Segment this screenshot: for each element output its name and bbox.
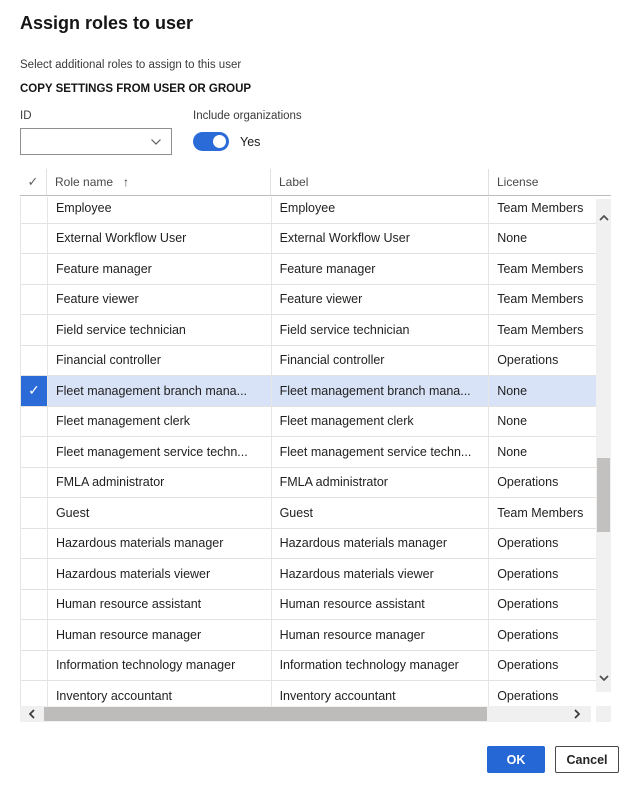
row-label-cell[interactable]: Hazardous materials manager bbox=[272, 529, 490, 559]
toggle-knob-icon bbox=[213, 135, 226, 148]
row-license-cell[interactable]: Operations bbox=[497, 597, 559, 612]
row-role-name-cell[interactable]: Hazardous materials manager bbox=[48, 529, 272, 559]
table-row[interactable] bbox=[21, 254, 611, 285]
horizontal-scrollbar-thumb[interactable] bbox=[44, 707, 487, 721]
checkmark-icon: ✓ bbox=[27, 174, 39, 189]
table-row[interactable] bbox=[21, 651, 611, 682]
chevron-up-icon bbox=[599, 215, 609, 221]
horizontal-scrollbar[interactable] bbox=[20, 706, 591, 722]
row-license-cell[interactable]: None bbox=[497, 383, 528, 398]
column-header-license[interactable] bbox=[489, 169, 611, 195]
table-row[interactable] bbox=[21, 224, 611, 255]
row-label-cell[interactable]: Hazardous materials viewer bbox=[272, 559, 490, 589]
row-role-name-cell[interactable]: External Workflow User bbox=[48, 224, 272, 254]
row-label-cell[interactable]: Employee bbox=[272, 197, 490, 223]
chevron-left-icon bbox=[29, 709, 35, 719]
row-role-name-cell[interactable]: Feature manager bbox=[48, 254, 272, 284]
row-role-name-cell[interactable]: Fleet management clerk bbox=[48, 407, 272, 437]
row-license-cell[interactable]: None bbox=[497, 414, 528, 429]
dialog-subtitle: Select additional roles to assign to this user bbox=[20, 59, 242, 71]
row-role-name-cell[interactable]: Human resource assistant bbox=[48, 590, 272, 620]
row-license-cell[interactable]: None bbox=[497, 444, 528, 459]
row-label-cell[interactable]: Feature viewer bbox=[272, 285, 490, 315]
id-combobox[interactable] bbox=[20, 128, 172, 155]
sort-ascending-icon: ↑ bbox=[123, 175, 130, 189]
table-row[interactable] bbox=[21, 437, 611, 468]
scroll-left-button[interactable] bbox=[24, 706, 40, 722]
row-label-cell[interactable]: Feature manager bbox=[272, 254, 490, 284]
ok-button[interactable]: OK bbox=[487, 746, 545, 773]
row-license-cell[interactable]: Team Members bbox=[497, 261, 584, 276]
row-checkbox[interactable] bbox=[21, 254, 48, 284]
row-role-name-cell[interactable]: Guest bbox=[48, 498, 272, 528]
table-row[interactable] bbox=[21, 559, 611, 590]
row-label-cell[interactable]: FMLA administrator bbox=[272, 468, 490, 498]
row-role-name-cell[interactable]: Inventory accountant bbox=[48, 681, 272, 706]
roles-grid bbox=[20, 197, 611, 706]
row-label-cell[interactable]: Information technology manager bbox=[272, 651, 490, 681]
row-checkbox[interactable] bbox=[21, 529, 48, 559]
include-organizations-label: Include organizations bbox=[193, 110, 302, 122]
vertical-scrollbar[interactable] bbox=[596, 199, 611, 692]
cancel-button[interactable]: Cancel bbox=[555, 746, 619, 773]
row-checkbox[interactable] bbox=[21, 376, 48, 406]
column-header-role-name[interactable] bbox=[47, 169, 271, 195]
scrollbar-corner bbox=[596, 706, 611, 722]
row-role-name-cell[interactable]: Financial controller bbox=[48, 346, 272, 376]
row-checkbox[interactable] bbox=[21, 224, 48, 254]
table-row[interactable] bbox=[21, 197, 611, 224]
row-role-name-cell[interactable]: Information technology manager bbox=[48, 651, 272, 681]
row-role-name-cell[interactable]: Fleet management branch mana... bbox=[48, 376, 272, 406]
select-all-column-header[interactable] bbox=[20, 169, 47, 195]
dialog-title: Assign roles to user bbox=[20, 13, 194, 33]
table-row[interactable] bbox=[21, 285, 611, 316]
row-check-glyph: ✓ bbox=[28, 382, 40, 399]
section-header-copy-settings: COPY SETTINGS FROM USER OR GROUP bbox=[20, 83, 252, 95]
row-label-cell[interactable]: External Workflow User bbox=[272, 224, 490, 254]
row-label-cell[interactable]: Fleet management clerk bbox=[272, 407, 490, 437]
row-label-cell[interactable]: Fleet management branch mana... bbox=[272, 376, 490, 406]
row-role-name-cell[interactable]: Feature viewer bbox=[48, 285, 272, 315]
row-license-cell[interactable]: Operations bbox=[497, 658, 559, 673]
row-role-name-cell[interactable]: FMLA administrator bbox=[48, 468, 272, 498]
table-row[interactable] bbox=[21, 346, 611, 377]
column-header-label[interactable] bbox=[271, 169, 489, 195]
row-role-name-cell[interactable]: Field service technician bbox=[48, 315, 272, 345]
row-checkbox[interactable] bbox=[21, 407, 48, 437]
row-license-cell[interactable]: Operations bbox=[497, 566, 559, 581]
row-role-name-cell[interactable]: Hazardous materials viewer bbox=[48, 559, 272, 589]
column-header-role-name-label: Role name bbox=[55, 175, 114, 189]
grid-header-row bbox=[20, 169, 611, 196]
row-license-cell[interactable]: Operations bbox=[497, 536, 559, 551]
scroll-down-button[interactable] bbox=[596, 671, 611, 685]
row-checkbox[interactable] bbox=[21, 620, 48, 650]
table-row[interactable] bbox=[21, 529, 611, 560]
row-checkbox[interactable] bbox=[21, 651, 48, 681]
row-checkbox[interactable] bbox=[21, 346, 48, 376]
row-role-name-cell[interactable]: Human resource manager bbox=[48, 620, 272, 650]
scroll-right-button[interactable] bbox=[569, 706, 585, 722]
row-label-cell[interactable]: Human resource manager bbox=[272, 620, 490, 650]
table-row[interactable] bbox=[21, 498, 611, 529]
row-checkbox[interactable] bbox=[21, 285, 48, 315]
row-label-cell[interactable]: Fleet management service techn... bbox=[272, 437, 490, 467]
row-role-name-cell[interactable]: Employee bbox=[48, 197, 272, 223]
row-checkbox[interactable] bbox=[21, 437, 48, 467]
column-header-label-text: Label bbox=[279, 175, 309, 189]
row-license-cell[interactable]: Team Members bbox=[497, 322, 584, 337]
table-row[interactable] bbox=[21, 468, 611, 499]
row-label-cell[interactable]: Guest bbox=[272, 498, 490, 528]
table-row[interactable] bbox=[21, 407, 611, 438]
row-label-cell[interactable]: Human resource assistant bbox=[272, 590, 490, 620]
table-row[interactable] bbox=[21, 376, 611, 407]
row-label-cell[interactable]: Inventory accountant bbox=[272, 681, 490, 706]
table-row[interactable] bbox=[21, 620, 611, 651]
scroll-up-button[interactable] bbox=[596, 211, 611, 225]
row-checkbox[interactable] bbox=[21, 197, 48, 223]
chevron-right-icon bbox=[574, 709, 580, 719]
row-checkbox[interactable] bbox=[21, 498, 48, 528]
vertical-scrollbar-thumb[interactable] bbox=[597, 458, 610, 532]
grid-body bbox=[20, 197, 611, 706]
row-license-cell[interactable]: Operations bbox=[497, 475, 559, 490]
row-license-cell[interactable]: Operations bbox=[497, 627, 559, 642]
row-checkbox[interactable] bbox=[21, 681, 48, 706]
row-label-cell[interactable]: Field service technician bbox=[272, 315, 490, 345]
row-license-cell[interactable]: Team Members bbox=[497, 200, 584, 215]
row-license-cell[interactable]: Team Members bbox=[497, 505, 584, 520]
table-row[interactable] bbox=[21, 681, 611, 706]
row-role-name-cell[interactable]: Fleet management service techn... bbox=[48, 437, 272, 467]
row-checkbox[interactable] bbox=[21, 590, 48, 620]
table-row[interactable] bbox=[21, 590, 611, 621]
row-checkbox[interactable] bbox=[21, 559, 48, 589]
chevron-down-icon bbox=[599, 675, 609, 681]
row-label-cell[interactable]: Financial controller bbox=[272, 346, 490, 376]
row-checkbox[interactable] bbox=[21, 468, 48, 498]
include-organizations-value: Yes bbox=[240, 135, 261, 149]
column-header-license-text: License bbox=[497, 175, 539, 189]
row-license-cell[interactable]: Operations bbox=[497, 353, 559, 368]
row-license-cell[interactable]: Team Members bbox=[497, 292, 584, 307]
row-license-cell[interactable]: Operations bbox=[497, 688, 559, 703]
row-checkbox[interactable] bbox=[21, 315, 48, 345]
include-organizations-toggle[interactable] bbox=[193, 132, 229, 151]
row-license-cell[interactable]: None bbox=[497, 231, 528, 246]
id-field-label: ID bbox=[20, 110, 32, 122]
chevron-down-icon bbox=[150, 133, 162, 151]
table-row[interactable] bbox=[21, 315, 611, 346]
